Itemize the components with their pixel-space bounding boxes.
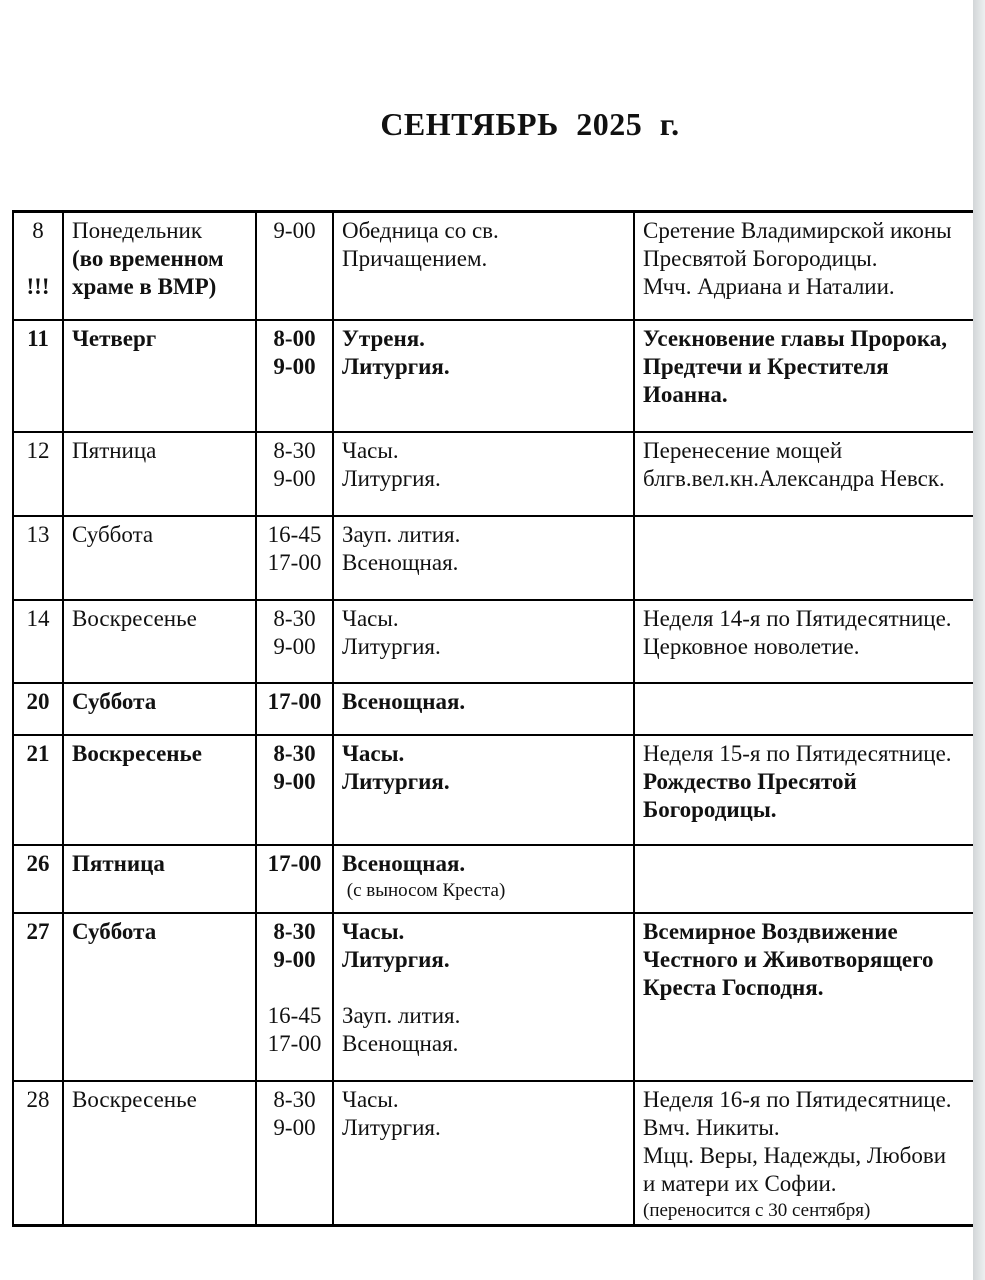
cell-day bbox=[63, 735, 256, 845]
cell-service bbox=[333, 845, 634, 913]
cell-time bbox=[256, 1081, 333, 1226]
text-line: 9-00 bbox=[273, 946, 316, 972]
text-line bbox=[265, 974, 324, 1002]
text-line: Часы. bbox=[342, 605, 399, 631]
text-line: Неделя 16-я по Пятидесятнице. bbox=[643, 1086, 952, 1112]
cell-date bbox=[13, 913, 63, 1081]
text-line: Честного и Животворящего bbox=[643, 946, 934, 972]
text-line: Часы. bbox=[342, 1086, 399, 1112]
text-line: блгв.вел.кн.Александра Невск. bbox=[643, 465, 945, 491]
cell-service bbox=[333, 212, 634, 320]
text-line: !!! bbox=[26, 274, 50, 299]
cell-service bbox=[333, 320, 634, 432]
text-line: Понедельник bbox=[72, 218, 202, 243]
text-line: Воскресенье bbox=[72, 605, 197, 631]
text-line: Сретение Владимирской иконы bbox=[643, 218, 952, 243]
text-line: 8-30 bbox=[273, 437, 316, 463]
text-line: Всемирное Воздвижение bbox=[643, 918, 898, 944]
cell-day bbox=[63, 1081, 256, 1226]
cell-feast bbox=[634, 432, 974, 516]
text-line: 8-30 bbox=[273, 1086, 316, 1112]
text-line: Всенощная. bbox=[342, 1030, 459, 1056]
text-line: 12 bbox=[26, 437, 50, 463]
cell-feast bbox=[634, 913, 974, 1081]
text-line: Воскресенье bbox=[72, 740, 202, 766]
text-line bbox=[342, 974, 625, 1002]
text-line: Пресвятой Богородицы. bbox=[643, 246, 878, 271]
text-line: Литургия. bbox=[342, 946, 450, 972]
cell-date bbox=[13, 845, 63, 913]
text-line: Литургия. bbox=[342, 633, 441, 659]
text-line: 9-00 bbox=[273, 633, 316, 659]
text-line: Часы. bbox=[342, 918, 405, 944]
cell-day bbox=[63, 212, 256, 320]
table-row bbox=[13, 320, 974, 432]
cell-day bbox=[63, 845, 256, 913]
text-line: и матери их Софии. bbox=[643, 1170, 837, 1196]
text-line: Четверг bbox=[72, 325, 157, 351]
text-line: 17-00 bbox=[267, 688, 322, 714]
text-line: Суббота bbox=[72, 521, 154, 547]
text-line: Пятница bbox=[72, 850, 165, 876]
cell-feast bbox=[634, 683, 974, 735]
cell-service bbox=[333, 432, 634, 516]
text-line: 8-30 bbox=[273, 605, 316, 631]
table-row bbox=[13, 683, 974, 735]
cell-service bbox=[333, 683, 634, 735]
table-row bbox=[13, 516, 974, 600]
text-line: 17-00 bbox=[267, 1030, 322, 1056]
text-line: Иоанна. bbox=[643, 381, 728, 407]
text-line: храме в ВМР) bbox=[72, 274, 217, 299]
text-line: Неделя 14-я по Пятидесятнице. bbox=[643, 605, 952, 631]
cell-time bbox=[256, 735, 333, 845]
cell-service bbox=[333, 735, 634, 845]
cell-day bbox=[63, 913, 256, 1081]
cell-feast bbox=[634, 735, 974, 845]
text-line: 21 bbox=[26, 740, 50, 766]
table-row bbox=[13, 432, 974, 516]
text-line: 27 bbox=[26, 918, 50, 944]
table-row bbox=[13, 600, 974, 683]
text-line: 17-00 bbox=[267, 549, 322, 575]
cell-day bbox=[63, 320, 256, 432]
cell-date bbox=[13, 516, 63, 600]
text-line: Всенощная. bbox=[342, 549, 459, 575]
text-line: 8-00 bbox=[273, 325, 316, 351]
text-line: 9-00 bbox=[273, 353, 316, 379]
text-line: 8 bbox=[32, 218, 44, 243]
cell-time bbox=[256, 320, 333, 432]
text-line: 26 bbox=[26, 850, 50, 876]
text-line: 9-00 bbox=[273, 218, 316, 243]
cell-feast bbox=[634, 212, 974, 320]
text-line: Усекновение главы Пророка, bbox=[643, 325, 948, 351]
text-line: 8-30 bbox=[273, 740, 316, 766]
page-title: СЕНТЯБРЬ 2025 г. bbox=[380, 106, 680, 142]
text-line: Литургия. bbox=[342, 1114, 441, 1140]
text-line: Неделя 15-я по Пятидесятнице. bbox=[643, 740, 952, 766]
cell-date bbox=[13, 212, 63, 320]
table-row bbox=[13, 1081, 974, 1226]
text-line: Часы. bbox=[342, 740, 405, 766]
text-line: 17-00 bbox=[267, 850, 322, 876]
text-line: Литургия. bbox=[342, 465, 441, 491]
cell-feast bbox=[634, 1081, 974, 1226]
table-row bbox=[13, 212, 974, 320]
text-line: Предтечи и Крестителя bbox=[643, 353, 889, 379]
schedule-table-body bbox=[13, 212, 974, 1226]
cell-day bbox=[63, 432, 256, 516]
text-line: Утреня. bbox=[342, 325, 425, 351]
cell-feast bbox=[634, 320, 974, 432]
cell-date bbox=[13, 735, 63, 845]
text-line: Перенесение мощей bbox=[643, 437, 843, 463]
cell-date bbox=[13, 432, 63, 516]
text-line: 11 bbox=[27, 325, 49, 351]
text-line: (во временном bbox=[72, 246, 224, 271]
text-line: Рождество Пресятой bbox=[643, 768, 857, 794]
text-line: Церковное новолетие. bbox=[643, 633, 860, 659]
text-line: Воскресенье bbox=[72, 1086, 197, 1112]
cell-day bbox=[63, 516, 256, 600]
text-line: Креста Господня. bbox=[643, 974, 824, 1000]
cell-date bbox=[13, 1081, 63, 1226]
text-line: Литургия. bbox=[342, 353, 450, 379]
table-row bbox=[13, 735, 974, 845]
text-line: 28 bbox=[26, 1086, 50, 1112]
cell-date bbox=[13, 600, 63, 683]
scrollbar-track[interactable] bbox=[973, 0, 985, 1280]
text-line: 16-45 bbox=[267, 1002, 322, 1028]
text-line: Мцц. Веры, Надежды, Любови bbox=[643, 1142, 946, 1168]
cell-date bbox=[13, 683, 63, 735]
cell-time bbox=[256, 212, 333, 320]
text-line: 9-00 bbox=[273, 768, 316, 794]
cell-time bbox=[256, 845, 333, 913]
cell-service bbox=[333, 516, 634, 600]
text-line: Пятница bbox=[72, 437, 157, 463]
text-line: 20 bbox=[26, 688, 50, 714]
cell-time bbox=[256, 432, 333, 516]
text-line: 14 bbox=[26, 605, 50, 631]
cell-time bbox=[256, 600, 333, 683]
cell-feast bbox=[634, 516, 974, 600]
text-line: 13 bbox=[26, 521, 50, 547]
cell-service bbox=[333, 600, 634, 683]
table-row bbox=[13, 913, 974, 1081]
text-line bbox=[22, 245, 54, 273]
text-line: 16-45 bbox=[267, 521, 322, 547]
cell-time bbox=[256, 516, 333, 600]
text-line: Всенощная. bbox=[342, 850, 466, 876]
text-line: 8-30 bbox=[273, 918, 316, 944]
cell-day bbox=[63, 683, 256, 735]
cell-service bbox=[333, 913, 634, 1081]
text-line: Литургия. bbox=[342, 768, 450, 794]
text-line: Мчч. Адриана и Наталии. bbox=[643, 274, 895, 299]
cell-date bbox=[13, 320, 63, 432]
cell-time bbox=[256, 683, 333, 735]
cell-service bbox=[333, 1081, 634, 1226]
text-line: Обедница со св. bbox=[342, 218, 499, 243]
text-line: (переносится с 30 сентября) bbox=[643, 1199, 871, 1221]
table-row bbox=[13, 845, 974, 913]
text-line: Зауп. лития. bbox=[342, 1002, 461, 1028]
cell-feast bbox=[634, 845, 974, 913]
cell-day bbox=[63, 600, 256, 683]
cell-feast bbox=[634, 600, 974, 683]
text-line: Богородицы. bbox=[643, 796, 777, 822]
cell-time bbox=[256, 913, 333, 1081]
schedule-table bbox=[12, 210, 974, 1227]
text-line: Всенощная. bbox=[342, 688, 466, 714]
text-line: Причащением. bbox=[342, 246, 488, 271]
text-line: 9-00 bbox=[273, 1114, 316, 1140]
text-line: Часы. bbox=[342, 437, 399, 463]
text-line: Зауп. лития. bbox=[342, 521, 461, 547]
text-line: (с выносом Креста) bbox=[342, 879, 506, 901]
text-line: 9-00 bbox=[273, 465, 316, 491]
text-line: Вмч. Никиты. bbox=[643, 1114, 780, 1140]
text-line: Суббота bbox=[72, 918, 157, 944]
text-line: Суббота bbox=[72, 688, 157, 714]
